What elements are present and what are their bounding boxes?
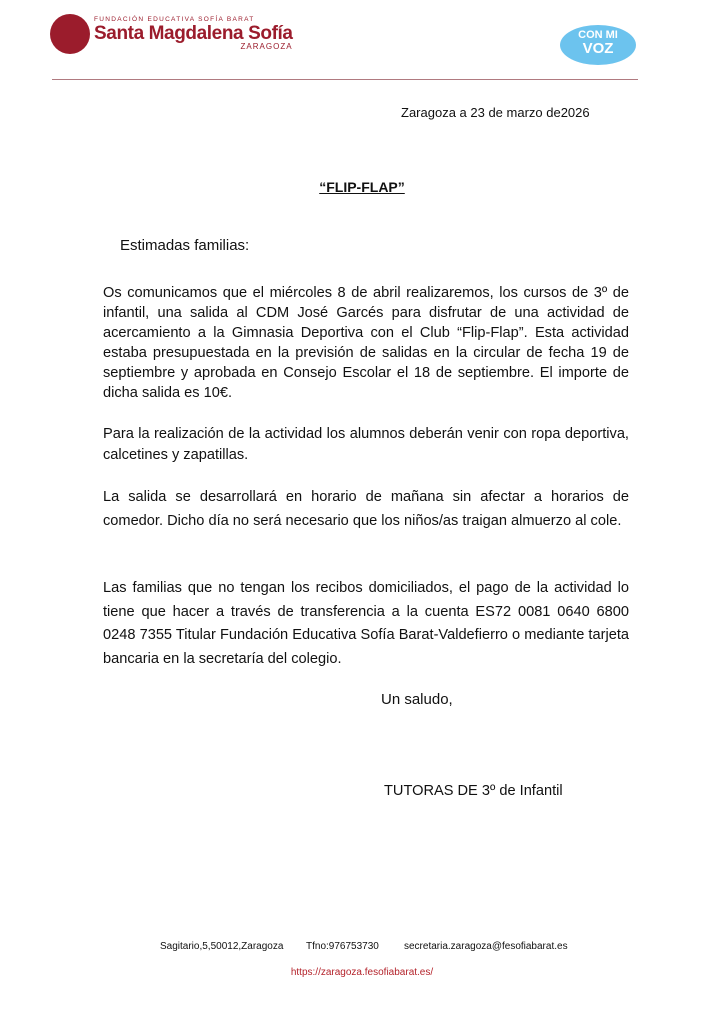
letter-title: “FLIP-FLAP”: [319, 179, 405, 195]
logo-foundation: FUNDACIÓN EDUCATIVA SOFÍA BARAT: [94, 16, 255, 24]
footer-address: Sagitario,5,50012,Zaragoza: [160, 941, 284, 952]
paragraph-payment: Las familias que no tengan los recibos domiciliados, el pago de la actividad lo tiene que hacer a través de transferencia a la cuenta ES72 0081 0640 6800 0248 7355 Titular Fundación Educativa Sofía Barat-Valdefierro o mediante tarjeta bancaria en la secretaría del colegio.: [103, 580, 629, 667]
footer-website-link[interactable]: https://zaragoza.fesofiabarat.es/: [290, 967, 434, 978]
logo-school-name: Santa Magdalena Sofía: [94, 22, 293, 44]
footer-phone: Tfno:976753730: [306, 941, 379, 952]
paragraph-schedule: La salida se desarrollará en horario de mañana sin afectar a horarios de comedor. Dicho día no será necesario que los niños/as traigan almuerzo al cole.: [103, 489, 629, 529]
paragraph-activity: Os comunicamos que el miércoles 8 de abril realizaremos, los cursos de 3º de infantil, una salida al CDM José Garcés para disfrutar de una actividad de acercamiento a la Gimnasia Deportiva con el Club “Flip-Flap”. Esta actividad estaba presupuestada en la previsión de salidas en la circular de fecha 19 de septiembre y aprobada en Consejo Escolar el 18 de septiembre. El importe de dicha salida es 10€.: [103, 285, 629, 401]
badge-line1: CON MI: [578, 29, 618, 41]
badge-line2: VOZ: [582, 40, 614, 57]
footer-email[interactable]: secretaria.zaragoza@fesofiabarat.es: [404, 941, 568, 952]
paragraph-clothing: Para la realización de la actividad los alumnos deberán venir con ropa deportiva, calcetines y zapatillas.: [103, 426, 629, 463]
header-divider: [52, 79, 638, 80]
con-mi-voz-badge: [560, 25, 636, 65]
school-emblem-icon: [50, 14, 90, 54]
greeting: Estimadas familias:: [120, 237, 250, 254]
logo-city: ZARAGOZA: [240, 41, 293, 51]
letter-date: Zaragoza a 23 de marzo de2026: [401, 105, 590, 120]
signature: TUTORAS DE 3º de Infantil: [384, 783, 563, 799]
school-logo: [50, 14, 293, 54]
closing: Un saludo,: [381, 691, 453, 708]
